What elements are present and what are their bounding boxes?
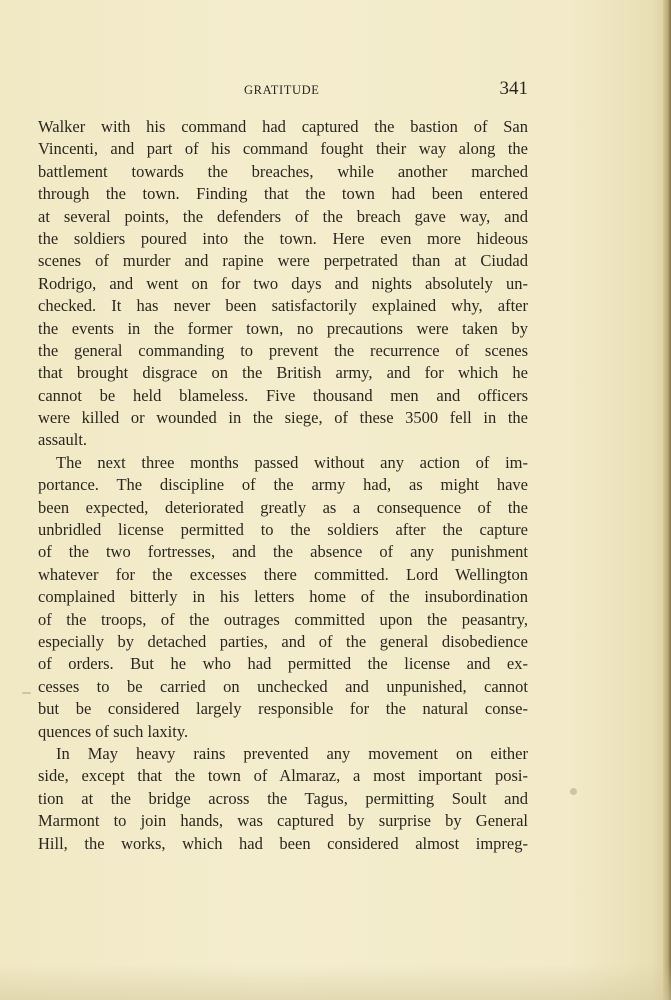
text-line: assault. [38, 430, 88, 450]
text-line: the soldiers poured into the town. Here even more hideous [38, 228, 528, 248]
text-line: cannot be held blameless. Five thousand men and officers [38, 385, 528, 405]
text-line: whatever for the excesses there committed. Lord Wellington [38, 564, 528, 584]
text-line: checked. It has never been satisfactorily explained why, after [38, 296, 528, 316]
text-line: unbridled license permitted to the soldiers after the capture [38, 520, 528, 540]
text-line: through the town. Finding that the town had been entered [38, 184, 528, 204]
text-line: the general commanding to prevent the recurrence of scenes [38, 340, 528, 360]
text-line: In May heavy rains prevented any movement on either [56, 743, 528, 763]
text-line: that brought disgrace on the British army, and for which he [38, 363, 528, 383]
text-line: Rodrigo, and went on for two days and nights absolutely un- [38, 273, 528, 293]
text-line: of the troops, of the outrages committed upon the peasantry, [38, 609, 528, 629]
text-line: especially by detached parties, and of the general disobedience [38, 631, 528, 651]
text-line: quences of such laxity. [38, 721, 189, 741]
paper-mark [22, 692, 31, 694]
text-line: Hill, the works, which had been considered almost impreg- [38, 833, 528, 853]
text-line: of orders. But he who had permitted the license and ex- [38, 654, 528, 674]
text-line: Vincenti, and part of his command fought their way along the [38, 139, 528, 159]
text-line: but be considered largely responsible for the natural conse- [38, 699, 528, 719]
text-line: scenes of murder and rapine were perpetrated than at Ciudad [38, 251, 528, 271]
text-line: complained bitterly in his letters home of the insubordination [38, 587, 528, 607]
page-header [38, 78, 528, 102]
text-line: Marmont to join hands, was captured by surprise by General [38, 811, 528, 831]
body-text [38, 116, 528, 855]
text-line: Walker with his command had captured the bastion of San [38, 117, 528, 136]
text-line: the events in the former town, no precautions were taken by [38, 318, 528, 338]
text-line: were killed or wounded in the siege, of these 3500 fell in the [38, 408, 528, 428]
text-line: of the two fortresses, and the absence of any punishment [38, 542, 528, 562]
page-edge [663, 0, 671, 1000]
text-line: side, except that the town of Almaraz, a most important posi- [38, 766, 528, 786]
text-line: The next three months passed without any action of im- [56, 452, 528, 472]
text-line: been expected, deteriorated greatly as a consequence of the [38, 497, 528, 517]
text-line: at several points, the defenders of the breach gave way, and [38, 206, 528, 226]
text-line: tion at the bridge across the Tagus, permitting Soult and [38, 788, 528, 808]
text-line: battlement towards the breaches, while another marched [38, 161, 528, 181]
page-number: 341 [499, 78, 528, 99]
page-bottom-shade [0, 964, 671, 1000]
text-line: portance. The discipline of the army had, as might have [38, 475, 528, 495]
running-head: GRATITUDE [244, 83, 320, 97]
text-line: cesses to be carried on unchecked and unpunished, cannot [38, 676, 528, 696]
paper-speck [570, 788, 577, 795]
